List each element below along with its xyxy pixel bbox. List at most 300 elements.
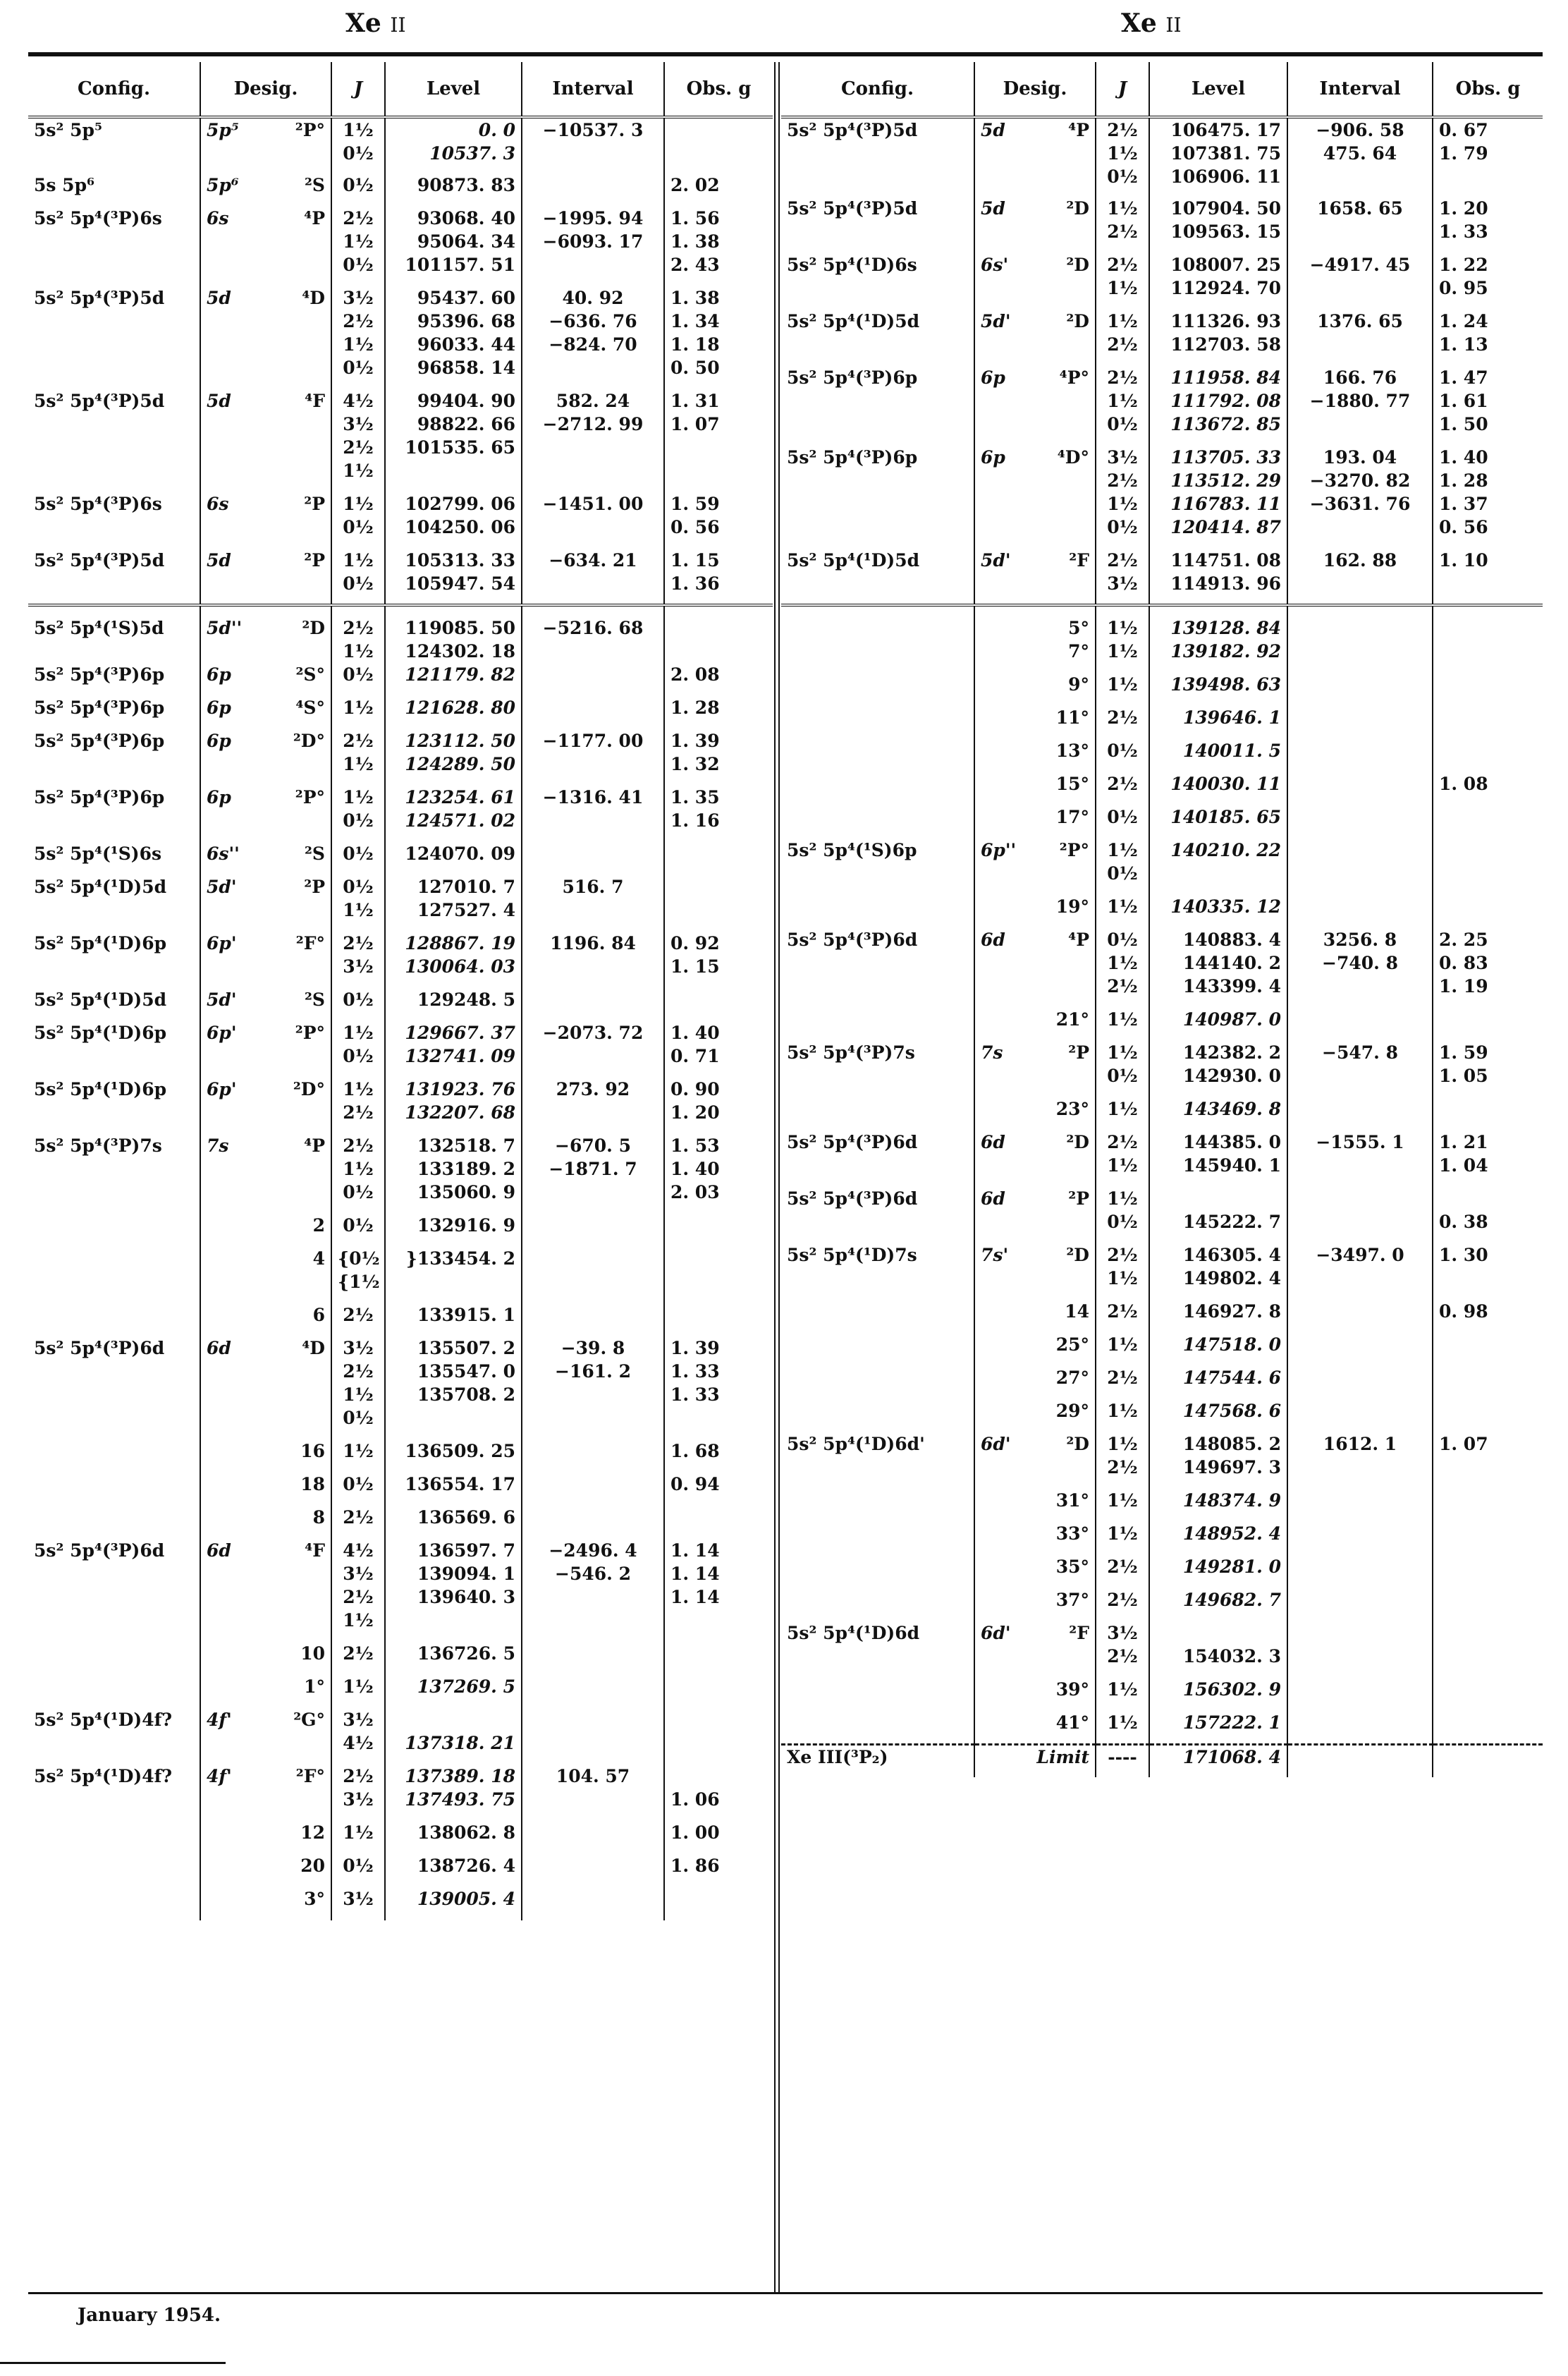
j-cell: [331, 988, 385, 1021]
level-row: [781, 366, 1543, 446]
j-value: 1½: [1107, 1188, 1138, 1209]
obs-g-cell: [664, 786, 773, 842]
config-label: 5s² 5p⁴(¹D)6p: [34, 1079, 167, 1099]
desig-term: 6: [312, 1305, 325, 1325]
level-cell: [1149, 1008, 1287, 1041]
level-row: [781, 1399, 1543, 1432]
obs-g-cell: [664, 492, 773, 549]
config-cell: [28, 729, 200, 786]
desig-cell: [200, 1642, 331, 1675]
level-cell: [385, 605, 522, 663]
desig-term: ²F°: [295, 1766, 325, 1786]
g-value: 1. 61: [1439, 391, 1488, 411]
j-cell: [1096, 673, 1149, 706]
desig-term: ⁴P: [304, 1135, 325, 1156]
j-value: 0½: [343, 1215, 374, 1236]
j-cell: [1096, 1744, 1149, 1777]
g-value: 1. 20: [670, 1102, 720, 1123]
desig-cell: [200, 389, 331, 492]
config-cell: [28, 1675, 200, 1708]
j-value: 2½: [1107, 120, 1138, 140]
level-value: 111792. 08: [1170, 391, 1281, 411]
level-value: [391, 1406, 515, 1430]
desig-symbol: 5d': [207, 989, 237, 1010]
level-row: [781, 1366, 1543, 1399]
level-value: 132207. 68: [405, 1102, 515, 1123]
level-cell: [385, 729, 522, 786]
level-value: 136554. 17: [405, 1474, 515, 1494]
level-value: }133454. 2: [405, 1248, 515, 1269]
level-cell: [1149, 549, 1287, 605]
j-value: 0½: [343, 1474, 374, 1494]
desig-term: 25°: [1055, 1334, 1089, 1355]
level-value: 111326. 93: [1170, 311, 1281, 331]
level-value: 140030. 11: [1170, 774, 1281, 794]
desig-symbol: 7s: [207, 1135, 229, 1156]
desig-term: ²D: [1066, 1132, 1089, 1152]
desig-cell: [974, 1621, 1096, 1678]
j-value: 0½: [343, 1408, 374, 1428]
desig-term: 7°: [1068, 641, 1089, 662]
j-cell: [331, 389, 385, 492]
j-cell: [331, 1887, 385, 1920]
obs-g-cell: [1433, 1187, 1543, 1243]
level-cell: [385, 663, 522, 696]
interval-cell: [522, 1675, 664, 1708]
interval-value: 166. 76: [1323, 367, 1397, 388]
desig-cell: [200, 988, 331, 1021]
desig-symbol: 6p: [207, 787, 231, 808]
level-value: 132916. 9: [417, 1215, 515, 1236]
desig-term: ²G°: [293, 1710, 325, 1730]
interval-value: −161. 2: [555, 1361, 631, 1382]
interval-cell: [1287, 549, 1433, 605]
config-label: 5s² 5p⁴(³P)5d: [787, 120, 918, 140]
config-cell: [781, 928, 974, 1008]
level-value: 149281. 0: [1182, 1556, 1281, 1577]
j-value: 2½: [1107, 367, 1138, 388]
j-value: 0½: [1107, 741, 1138, 761]
level-cell: [385, 1134, 522, 1214]
desig-cell: [974, 1432, 1096, 1489]
obs-g-cell: [664, 1214, 773, 1247]
config-label: 5s² 5p⁴(³P)6d: [787, 1132, 918, 1152]
level-row: [28, 207, 773, 286]
config-cell: [781, 895, 974, 928]
level-value: 96033. 44: [417, 334, 515, 355]
level-cell: [1149, 1489, 1287, 1522]
desig-cell: [200, 1675, 331, 1708]
interval-cell: [1287, 805, 1433, 839]
right-level-table: [781, 62, 1543, 1777]
desig-cell: [974, 1399, 1096, 1432]
level-row: [781, 1678, 1543, 1711]
level-value: 135507. 2: [417, 1338, 515, 1358]
level-row: [781, 1187, 1543, 1243]
interval-cell: [522, 1887, 664, 1920]
obs-g-cell: [664, 1765, 773, 1821]
g-value: 1. 05: [1439, 1066, 1488, 1086]
level-value: 108007. 25: [1170, 255, 1281, 275]
level-cell: [1149, 1588, 1287, 1621]
level-cell: [1149, 446, 1287, 549]
level-row: [28, 1675, 773, 1708]
interval-cell: [1287, 1097, 1433, 1131]
level-row: [28, 663, 773, 696]
j-value: 3½: [343, 1789, 374, 1810]
config-label: 5s² 5p⁴(³P)6p: [34, 731, 165, 751]
interval-cell: [1287, 197, 1433, 253]
level-row: [781, 1041, 1543, 1097]
interval-value: −547. 8: [1322, 1042, 1398, 1063]
config-cell: [781, 1187, 974, 1243]
g-value: 1. 38: [670, 231, 720, 252]
j-cell: [1096, 310, 1149, 366]
config-cell: [28, 1303, 200, 1336]
desig-term: ²D: [1066, 1434, 1089, 1454]
interval-value: −906. 58: [1316, 120, 1404, 140]
interval-value: −1177. 00: [542, 731, 644, 751]
j-value: 0½: [1107, 166, 1138, 187]
desig-term: 13°: [1055, 741, 1089, 761]
j-value: 2½: [1107, 255, 1138, 275]
level-value: 112703. 58: [1170, 334, 1281, 355]
obs-g-cell: [664, 696, 773, 729]
desig-cell: [200, 1134, 331, 1214]
desig-cell: [974, 1744, 1096, 1777]
j-cell: [331, 1303, 385, 1336]
config-cell: [781, 1621, 974, 1678]
header-j: J: [1096, 62, 1149, 117]
j-value: 1½: [343, 1384, 374, 1405]
desig-cell: [200, 1439, 331, 1473]
level-value: 129667. 37: [405, 1023, 515, 1043]
desig-symbol: 5p⁵: [207, 120, 239, 140]
config-cell: [28, 1336, 200, 1439]
interval-value: −670. 5: [555, 1135, 631, 1156]
level-row: [28, 1887, 773, 1920]
config-cell: [781, 1588, 974, 1621]
obs-g-cell: [664, 1539, 773, 1642]
desig-symbol: 6p'': [981, 840, 1017, 860]
level-cell: [385, 286, 522, 389]
config-label: 5s² 5p⁴(³P)6d: [34, 1540, 165, 1561]
desig-symbol: 5d': [981, 550, 1011, 571]
interval-value: 1196. 84: [550, 933, 636, 954]
config-label: 5s² 5p⁴(¹D)5d: [787, 550, 920, 571]
level-row: [28, 988, 773, 1021]
level-cell: [1149, 928, 1287, 1008]
level-cell: [385, 1078, 522, 1134]
desig-term: ²S°: [295, 664, 325, 685]
desig-cell: [200, 663, 331, 696]
g-value: 1. 40: [670, 1159, 720, 1179]
interval-cell: [1287, 739, 1433, 772]
interval-value: −636. 76: [549, 311, 637, 331]
j-cell: [331, 117, 385, 173]
j-cell: [331, 932, 385, 988]
level-value: 140883. 4: [1182, 930, 1281, 950]
level-cell: [1149, 673, 1287, 706]
config-cell: [781, 253, 974, 310]
level-row: [781, 1711, 1543, 1744]
level-value: 135060. 9: [417, 1182, 515, 1202]
desig-symbol: 5d': [981, 311, 1011, 331]
config-cell: [781, 673, 974, 706]
level-value: 144385. 0: [1182, 1132, 1281, 1152]
desig-term: 31°: [1055, 1490, 1089, 1511]
j-value: 3½: [343, 1564, 374, 1584]
interval-value: 104. 57: [556, 1766, 630, 1786]
j-value: 1½: [343, 550, 374, 571]
j-value: 3½: [343, 1710, 374, 1730]
obs-g-cell: [664, 117, 773, 173]
level-value: 143399. 4: [1182, 976, 1281, 997]
interval-cell: [522, 1473, 664, 1506]
desig-term: ²P: [1068, 1188, 1089, 1209]
config-cell: [28, 932, 200, 988]
level-value: 148952. 4: [1182, 1523, 1281, 1544]
desig-term: 20: [300, 1856, 325, 1876]
obs-g-cell: [1433, 605, 1543, 640]
config-cell: [781, 1522, 974, 1555]
desig-symbol: 6p: [207, 697, 231, 718]
level-row: [781, 1522, 1543, 1555]
level-value: 106906. 11: [1170, 166, 1281, 187]
interval-cell: [1287, 1522, 1433, 1555]
header-j: J: [331, 62, 385, 117]
config-cell: [781, 1097, 974, 1131]
config-label: 5s² 5p⁴(³P)5d: [787, 198, 918, 219]
g-value: 1. 14: [670, 1540, 720, 1561]
desig-symbol: 5d: [207, 550, 231, 571]
desig-cell: [974, 839, 1096, 895]
j-value: 0½: [343, 143, 374, 164]
interval-cell: [522, 1336, 664, 1439]
desig-cell: [974, 253, 1096, 310]
left-header-row: [28, 62, 773, 117]
level-row: [781, 706, 1543, 739]
config-label: 5s² 5p⁴(¹D)6p: [34, 1023, 167, 1043]
interval-cell: [1287, 253, 1433, 310]
level-cell: [385, 1214, 522, 1247]
config-cell: [28, 988, 200, 1021]
level-cell: [1149, 1333, 1287, 1366]
desig-cell: [974, 1300, 1096, 1333]
desig-term: 29°: [1055, 1401, 1089, 1421]
level-value: 112924. 70: [1170, 278, 1281, 298]
j-cell: [1096, 1243, 1149, 1300]
interval-value: −546. 2: [555, 1564, 631, 1584]
interval-cell: [1287, 1187, 1433, 1243]
desig-cell: [974, 1366, 1096, 1399]
desig-term: 23°: [1055, 1099, 1089, 1119]
obs-g-cell: [664, 1473, 773, 1506]
config-cell: [781, 1489, 974, 1522]
level-row: [28, 492, 773, 549]
desig-symbol: 6d: [981, 930, 1005, 950]
interval-cell: [522, 875, 664, 932]
desig-cell: [974, 928, 1096, 1008]
level-value: 147568. 6: [1182, 1401, 1281, 1421]
level-value: 119085. 50: [405, 618, 515, 638]
obs-g-cell: [1433, 117, 1543, 197]
desig-term: ²P: [1068, 1042, 1089, 1063]
level-value: 132741. 09: [405, 1046, 515, 1066]
j-cell: [1096, 805, 1149, 839]
desig-cell: [200, 696, 331, 729]
level-value: 149682. 7: [1182, 1590, 1281, 1610]
interval-cell: [1287, 772, 1433, 805]
j-cell: [1096, 1555, 1149, 1588]
level-row: [28, 1708, 773, 1765]
desig-cell: [974, 197, 1096, 253]
level-value: 129248. 5: [417, 989, 515, 1010]
j-cell: [331, 1506, 385, 1539]
obs-g-cell: [1433, 366, 1543, 446]
obs-g-cell: [1433, 772, 1543, 805]
j-value: 2½: [343, 1643, 374, 1664]
level-cell: [385, 1854, 522, 1887]
level-cell: [1149, 366, 1287, 446]
interval-cell: [522, 1021, 664, 1078]
j-value: 0½: [1107, 1066, 1138, 1086]
config-cell: [28, 207, 200, 286]
obs-g-cell: [664, 932, 773, 988]
desig-term: ²D: [1066, 311, 1089, 331]
g-value: 1. 38: [670, 288, 720, 308]
interval-value: −39. 8: [561, 1338, 625, 1358]
level-cell: [1149, 1366, 1287, 1399]
desig-term: 3°: [304, 1889, 325, 1909]
level-value: 124070. 09: [405, 843, 515, 864]
top-rule: [28, 52, 1543, 56]
level-value: 105947. 54: [405, 573, 515, 594]
g-value: 1. 33: [670, 1361, 720, 1382]
config-cell: [28, 1134, 200, 1214]
desig-term: 17°: [1055, 807, 1089, 827]
interval-cell: [1287, 1621, 1433, 1678]
header-level: Level: [385, 62, 522, 117]
config-label: 5s² 5p⁴(¹D)6d': [787, 1434, 925, 1454]
level-cell: [1149, 772, 1287, 805]
j-value: 1½: [1107, 674, 1138, 695]
level-row: [28, 389, 773, 492]
g-value: 1. 21: [1439, 1132, 1488, 1152]
level-row: [781, 1588, 1543, 1621]
interval-cell: [522, 932, 664, 988]
interval-cell: [522, 173, 664, 207]
g-value: 1. 39: [670, 731, 720, 751]
interval-value: −824. 70: [549, 334, 637, 355]
level-value: 137269. 5: [417, 1676, 515, 1697]
g-value: 1. 06: [670, 1789, 720, 1810]
desig-cell: [974, 706, 1096, 739]
desig-cell: [200, 207, 331, 286]
interval-cell: [1287, 605, 1433, 640]
level-value: [391, 1609, 515, 1632]
level-value: 136569. 6: [417, 1507, 515, 1528]
desig-cell: [974, 640, 1096, 673]
config-cell: [28, 492, 200, 549]
interval-cell: [522, 1439, 664, 1473]
config-cell: [28, 286, 200, 389]
j-value: 2½: [343, 1361, 374, 1382]
level-value: 147544. 6: [1182, 1367, 1281, 1388]
level-value: 10537. 3: [429, 143, 515, 164]
obs-g-cell: [664, 1303, 773, 1336]
j-value: 1½: [1107, 1490, 1138, 1511]
j-value: 4½: [343, 1540, 374, 1561]
j-value: 2½: [343, 1507, 374, 1528]
j-cell: [331, 1708, 385, 1765]
desig-term: ²P°: [295, 1023, 325, 1043]
j-cell: [1096, 1588, 1149, 1621]
config-cell: [781, 446, 974, 549]
j-cell: [1096, 1300, 1149, 1333]
level-cell: [1149, 739, 1287, 772]
desig-term: ²D°: [293, 731, 325, 751]
desig-term: 33°: [1055, 1523, 1089, 1544]
desig-term: 18: [300, 1474, 325, 1494]
level-value: [391, 1708, 515, 1731]
g-value: 0. 90: [670, 1079, 720, 1099]
j-value: 1½: [1107, 1523, 1138, 1544]
level-row: [28, 1247, 773, 1303]
j-cell: [1096, 895, 1149, 928]
level-cell: [385, 696, 522, 729]
level-cell: [385, 932, 522, 988]
obs-g-cell: [1433, 1097, 1543, 1131]
obs-g-cell: [1433, 895, 1543, 928]
desig-cell: [200, 117, 331, 173]
config-cell: [28, 117, 200, 173]
j-cell: [331, 875, 385, 932]
desig-cell: [974, 1131, 1096, 1187]
desig-cell: [200, 492, 331, 549]
level-cell: [1149, 117, 1287, 197]
j-cell: [331, 286, 385, 389]
level-value: 124571. 02: [405, 810, 515, 831]
interval-cell: [1287, 1041, 1433, 1097]
level-value: 95064. 34: [417, 231, 515, 252]
desig-cell: [200, 1214, 331, 1247]
desig-symbol: 6s': [981, 255, 1009, 275]
desig-term: ²D: [1066, 1245, 1089, 1265]
obs-g-cell: [1433, 839, 1543, 895]
header-obs-g: Obs. g: [1433, 62, 1543, 117]
level-value: 93068. 40: [417, 208, 515, 229]
g-value: 1. 59: [1439, 1042, 1488, 1063]
config-label: 5s² 5p⁴(¹D)5d: [34, 877, 167, 897]
level-cell: [385, 1642, 522, 1675]
desig-term: 39°: [1055, 1679, 1089, 1700]
config-label: 5s² 5p⁴(³P)5d: [34, 288, 165, 308]
desig-cell: [200, 605, 331, 663]
level-value: 140011. 5: [1182, 741, 1281, 761]
left-title: Xe II: [345, 8, 406, 38]
config-cell: [781, 1366, 974, 1399]
level-row: [781, 549, 1543, 605]
level-value: 127010. 7: [417, 877, 515, 897]
obs-g-cell: [664, 173, 773, 207]
obs-g-cell: [1433, 1041, 1543, 1097]
level-row: [28, 286, 773, 389]
j-value: 1½: [343, 1610, 374, 1631]
level-value: 104250. 06: [405, 517, 515, 537]
desig-symbol: 6s: [207, 208, 229, 229]
j-value: 2½: [343, 437, 374, 458]
